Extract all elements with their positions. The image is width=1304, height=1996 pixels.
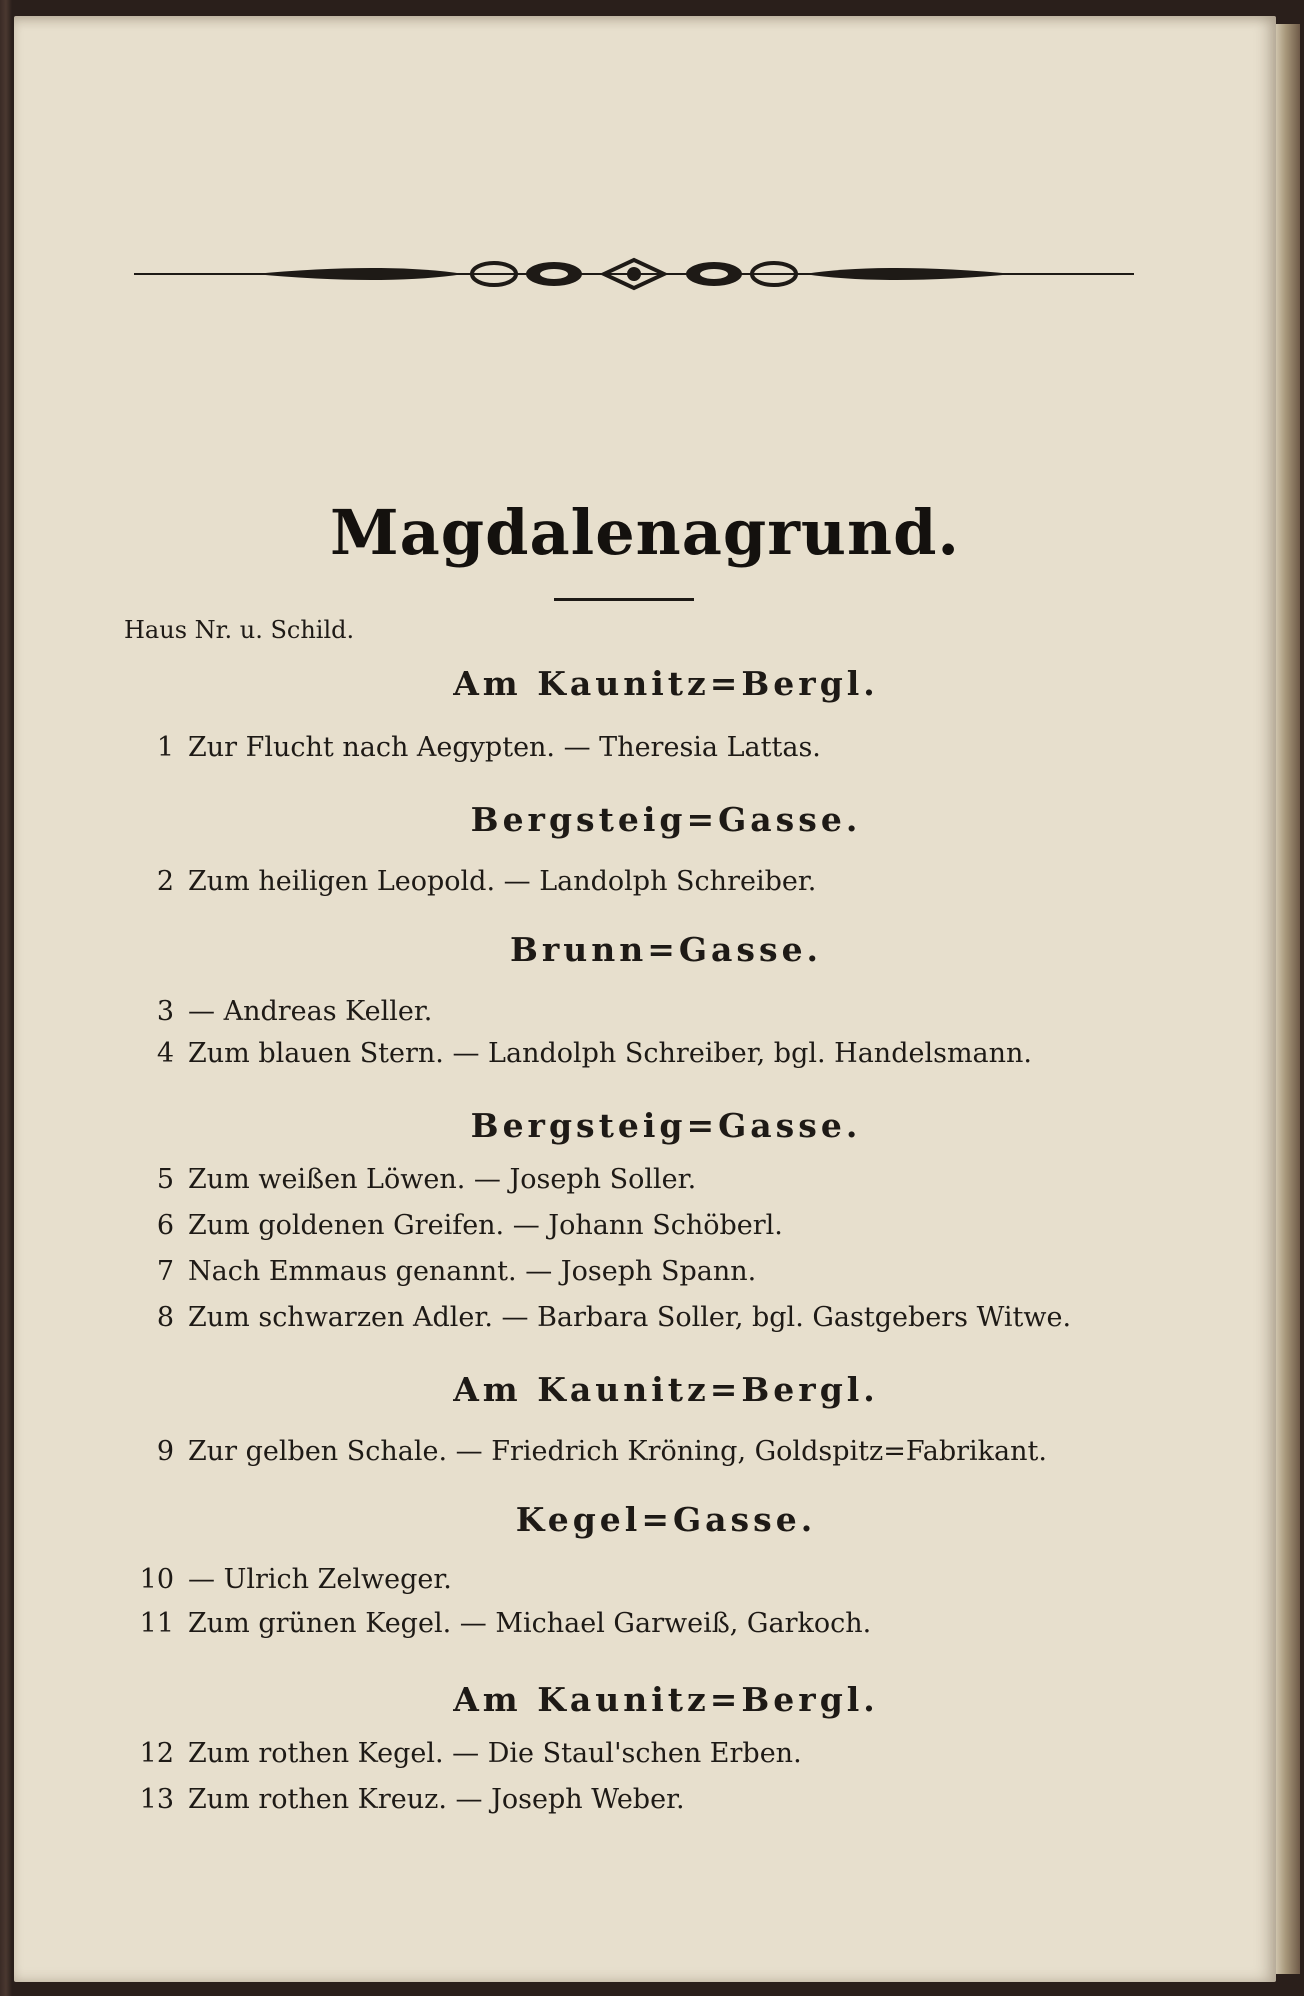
- street-heading: Brunn=Gasse.: [509, 930, 823, 969]
- list-item: [14, 732, 1254, 763]
- entry-text: Zur gelben Schale. — Friedrich Kröning, Goldspitz=Fabrikant.: [188, 1436, 1047, 1467]
- house-number: 7: [156, 1256, 174, 1287]
- list-item: [14, 1164, 1254, 1195]
- list-item: [14, 1302, 1254, 1333]
- list-item: [14, 996, 1254, 1027]
- entry-text: Zum grünen Kegel. — Michael Garweiß, Garkoch.: [188, 1608, 872, 1639]
- house-number: 8: [156, 1302, 174, 1333]
- street-heading: Kegel=Gasse.: [515, 1500, 817, 1539]
- house-number: 5: [156, 1164, 174, 1195]
- entry-text: Nach Emmaus genannt. — Joseph Spann.: [188, 1256, 757, 1287]
- street-heading: Bergsteig=Gasse.: [470, 1106, 862, 1145]
- list-item: [14, 1256, 1254, 1287]
- house-number: 12: [139, 1738, 174, 1769]
- house-number: 9: [156, 1436, 174, 1467]
- entry-text: Zum weißen Löwen. — Joseph Soller.: [188, 1164, 697, 1195]
- house-number: 4: [156, 1038, 174, 1069]
- page-title: Magdalenagrund.: [329, 496, 961, 569]
- entry-text: Zum rothen Kegel. — Die Staul'schen Erben.: [188, 1738, 802, 1769]
- ornamental-rule: [134, 254, 1134, 294]
- page: [14, 16, 1276, 1982]
- street-heading: Am Kaunitz=Bergl.: [453, 664, 879, 703]
- list-item: [14, 1784, 1254, 1815]
- street-heading: Am Kaunitz=Bergl.: [453, 1680, 879, 1719]
- entry-text: Zum schwarzen Adler. — Barbara Soller, bgl. Gastgebers Witwe.: [188, 1302, 1072, 1333]
- entry-text: Zum goldenen Greifen. — Johann Schöberl.: [188, 1210, 783, 1241]
- house-number: 6: [156, 1210, 174, 1241]
- list-item: [14, 1436, 1254, 1467]
- entry-text: Zum rothen Kreuz. — Joseph Weber.: [188, 1784, 685, 1815]
- house-number: 13: [139, 1784, 174, 1815]
- entry-text: — Ulrich Zelweger.: [188, 1564, 452, 1595]
- list-item: [14, 1564, 1254, 1595]
- page-edge: [1276, 24, 1300, 1974]
- house-number: 11: [139, 1608, 174, 1639]
- entry-text: Zur Flucht nach Aegypten. — Theresia Lattas.: [188, 732, 821, 763]
- list-item: [14, 1738, 1254, 1769]
- list-item: [14, 1038, 1254, 1069]
- column-header: Haus Nr. u. Schild.: [124, 616, 355, 644]
- entry-text: Zum blauen Stern. — Landolph Schreiber, bgl. Handelsmann.: [188, 1038, 1033, 1069]
- list-item: [14, 866, 1254, 897]
- list-item: [14, 1608, 1254, 1639]
- house-number: 1: [156, 732, 174, 763]
- entry-text: Zum heiligen Leopold. — Landolph Schreiber.: [188, 866, 817, 897]
- house-number: 2: [156, 866, 174, 897]
- entry-text: — Andreas Keller.: [188, 996, 433, 1027]
- street-heading: Am Kaunitz=Bergl.: [453, 1370, 879, 1409]
- street-heading: Bergsteig=Gasse.: [470, 800, 862, 839]
- house-number: 10: [139, 1564, 174, 1595]
- list-item: [14, 1210, 1254, 1241]
- house-number: 3: [156, 996, 174, 1027]
- title-underline: [554, 598, 694, 601]
